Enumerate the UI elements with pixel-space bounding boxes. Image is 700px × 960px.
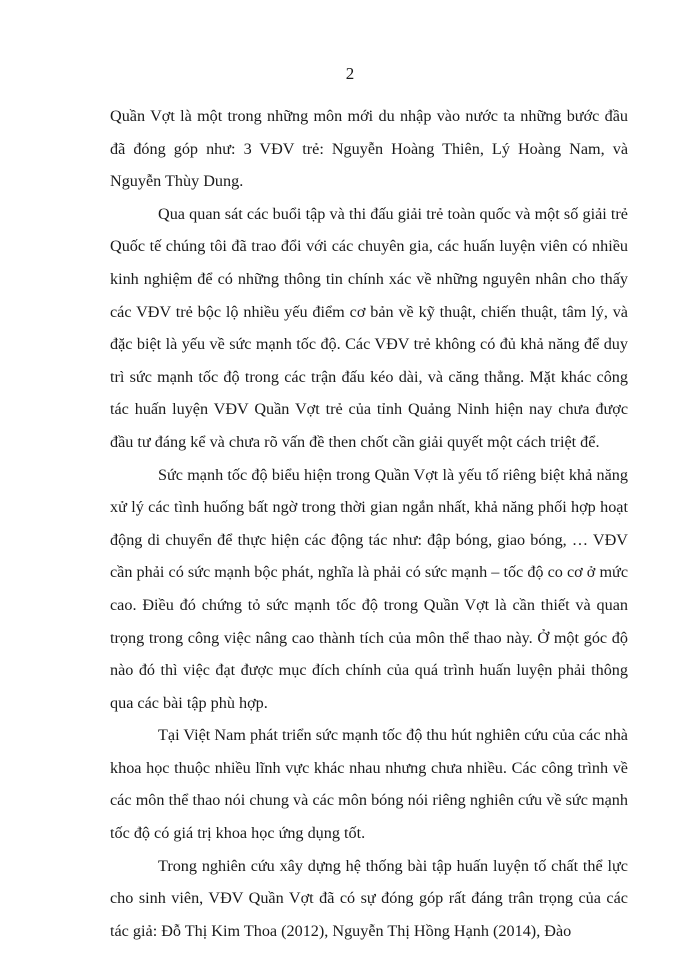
paragraph-3: Sức mạnh tốc độ biểu hiện trong Quần Vợt là yếu tố riêng biệt khả năng xử lý các tình huống bất ngờ trong thời gian ngắn nhất, khả năng phối hợp hoạt động di chuyển để thực hiện các động tác như: đập bóng, giao bóng, … VĐV cần phải có sức mạnh bộc phát, nghĩa là phải có sức mạnh – tốc độ co cơ ở mức cao. Điều đó chứng tỏ sức mạnh tốc độ trong Quần Vợt là cần thiết và quan trọng trong công việc nâng cao thành tích của môn thể thao này. Ở một góc độ nào đó thì việc đạt được mục đích chính của quá trình huấn luyện phải thông qua các bài tập phù hợp. (110, 465, 628, 712)
paragraph-1: Quần Vợt là một trong những môn mới du nhập vào nước ta những bước đầu đã đóng góp như: 3 VĐV trẻ: Nguyễn Hoàng Thiên, Lý Hoàng Nam, và Nguyễn Thùy Dung. (110, 107, 628, 191)
page-number: 2 (345, 64, 355, 83)
paragraph-4: Tại Việt Nam phát triển sức mạnh tốc độ thu hút nghiên cứu của các nhà khoa học thuộc nhiều lĩnh vực khác nhau nhưng chưa nhiều. Các công trình về các môn thể thao nói chung và các môn bóng nói riêng nghiên cứu về sức mạnh tốc độ có giá trị khoa học ứng dụng tốt. (110, 726, 628, 843)
paragraph-5: Trong nghiên cứu xây dựng hệ thống bài tập huấn luyện tố chất thể lực cho sinh viên, VĐV Quần Vợt đã có sự đóng góp rất đáng trân trọng của các tác giả: Đỗ Thị Kim Thoa (2012), Nguyễn Thị Hồng Hạnh (2014), Đào (110, 856, 628, 940)
paragraph-2: Qua quan sát các buổi tập và thi đấu giải trẻ toàn quốc và một số giải trẻ Quốc tế chúng tôi đã trao đổi với các chuyên gia, các huấn luyện viên có nhiều kinh nghiệm để có những thông tin chính xác về những nguyên nhân cho thấy các VĐV trẻ bộc lộ nhiều yếu điểm cơ bản về kỹ thuật, chiến thuật, tâm lý, và đặc biệt là yếu về sức mạnh tốc độ. Các VĐV trẻ không có đủ khả năng để duy trì sức mạnh tốc độ trong các trận đấu kéo dài, và căng thẳng. Mặt khác công tác huấn luyện VĐV Quần Vợt trẻ của tỉnh Quảng Ninh hiện nay chưa được đầu tư đáng kể và chưa rõ vấn đề then chốt cần giải quyết một cách triệt để. (110, 204, 628, 451)
body-text (110, 100, 628, 947)
